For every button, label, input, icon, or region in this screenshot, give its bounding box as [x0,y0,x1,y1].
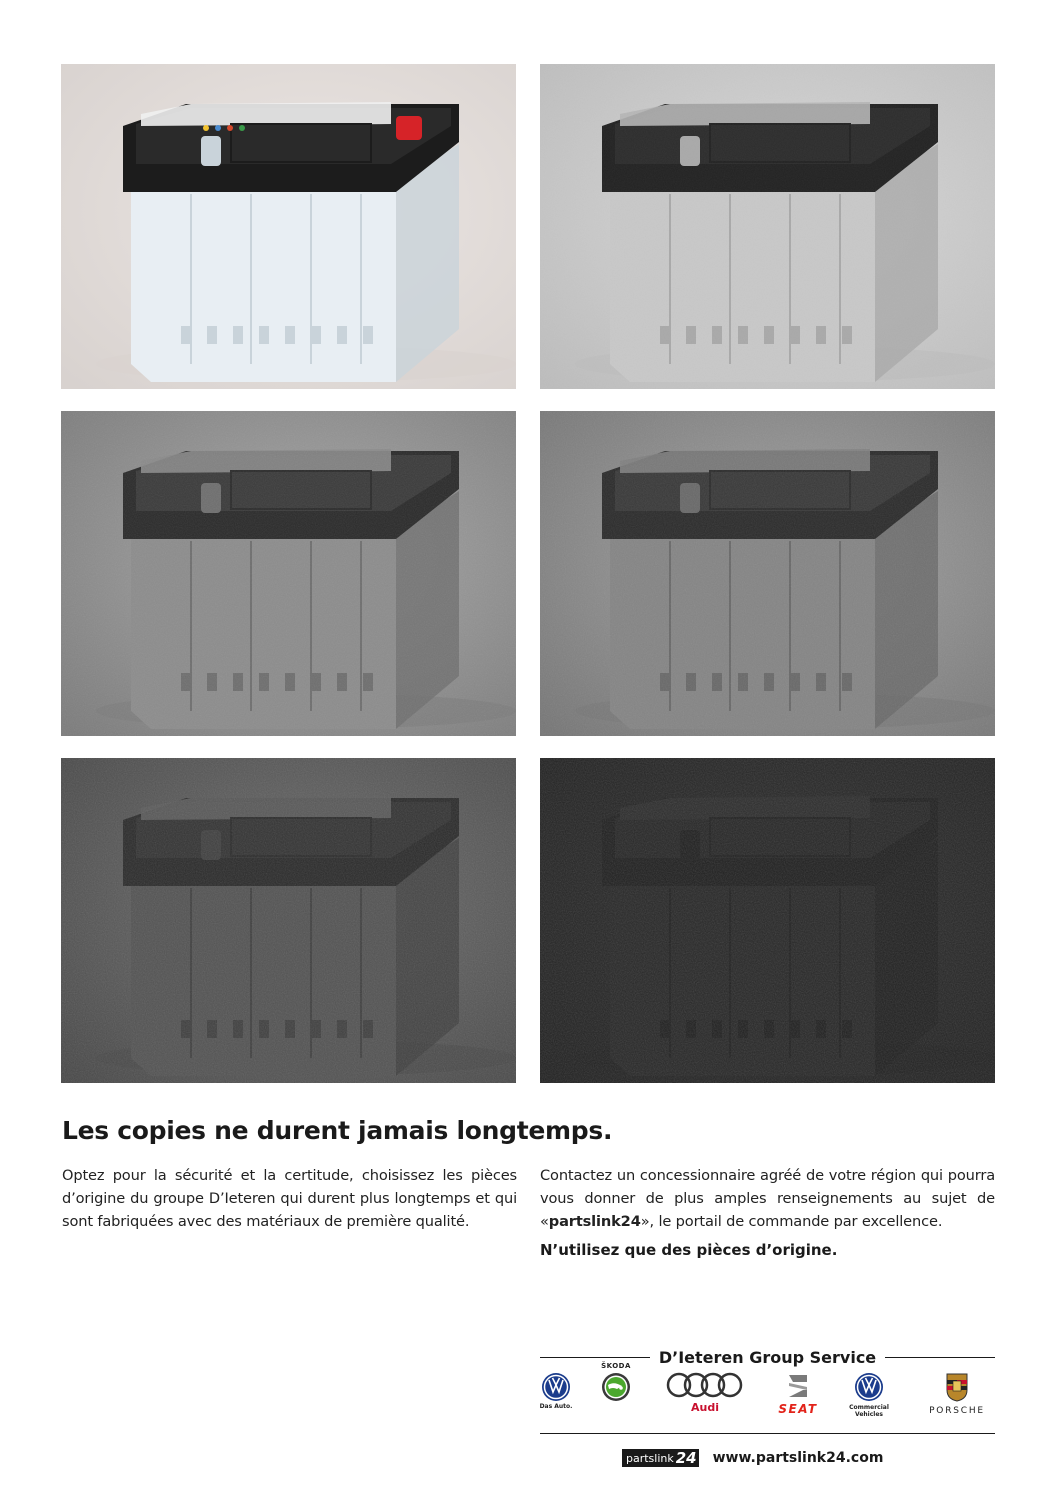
vw-emblem-icon [541,1372,571,1402]
brand-logos [539,1362,995,1418]
footer-rule-right [885,1357,995,1358]
partslink-url[interactable]: www.partslink24.com [712,1450,884,1466]
footer-rule-left [540,1357,650,1358]
seat-caption: SEAT [778,1402,818,1416]
battery-photo-copy-4 [61,758,516,1083]
footer-title: D’Ieteren Group Service [658,1347,877,1367]
skoda-logo [596,1362,636,1402]
battery-illustration [540,411,995,736]
battery-photo-copy-3 [540,411,995,736]
headline: Les copies ne durent jamais longtemps. [62,1116,613,1145]
audi-caption: Audi [691,1401,719,1414]
right-paragraph-before: Contactez un concessionnaire agréé de votre région qui pourra vous donner de plus amples renseignements au sujet de « [540,1167,995,1230]
vw-commercial-logo [844,1372,894,1418]
left-paragraph: Optez pour la sécurité et la certitude, choisissez les pièces d’origine du groupe D’Ieteren qui durent plus longtemps et qui sont fabriquées avec des matériaux de première qualité. [62,1167,517,1230]
skoda-caption: ŠKODA [601,1362,631,1370]
skoda-emblem-icon [601,1372,631,1402]
vw-commercial-caption: Commercial Vehicles [849,1404,889,1418]
porsche-crest-icon [945,1372,969,1402]
audi-logo [664,1372,746,1414]
porsche-caption: PORSCHE [929,1406,985,1416]
battery-photo-copy-5 [540,758,995,1083]
partslink-logo-text: partslink [626,1451,674,1465]
right-paragraph [540,1164,995,1233]
call-to-action: N’utilisez que des pièces d’origine. [540,1241,838,1259]
partslink-mention: partslink24 [548,1213,641,1230]
seat-logo [766,1372,830,1416]
battery-illustration [61,64,516,389]
battery-illustration [540,64,995,389]
partslink-row [622,1446,883,1470]
vw-logo [540,1372,572,1410]
battery-photo-copy-2 [61,411,516,736]
vw-caption: Das Auto. [539,1403,573,1410]
battery-photo-original [61,64,516,389]
partslink-logo-number: 24 [675,1449,697,1467]
battery-illustration [61,758,516,1083]
battery-illustration [61,411,516,736]
seat-emblem-icon [783,1372,813,1400]
vw-commercial-emblem-icon [854,1372,884,1402]
battery-illustration [540,758,995,1083]
footer-bottom-rule [540,1433,995,1434]
partslink-logo [622,1449,699,1467]
audi-rings-icon [665,1372,745,1398]
battery-photo-copy-1 [540,64,995,389]
right-paragraph-after: », le portail de commande par excellence. [640,1213,943,1230]
porsche-logo [918,1372,996,1416]
